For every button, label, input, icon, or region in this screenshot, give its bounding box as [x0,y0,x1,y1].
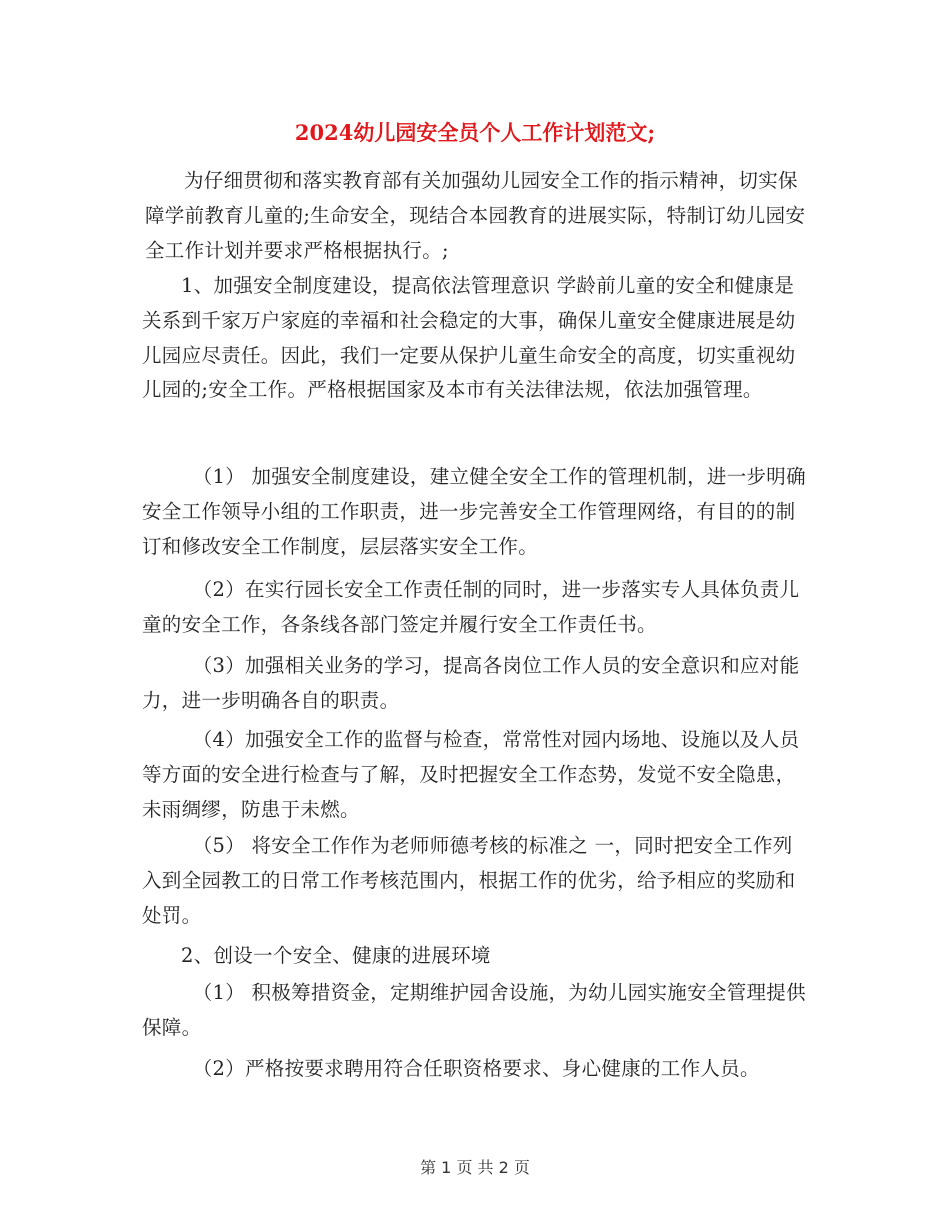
item-2-1-paragraph: （1） 积极筹措资金，定期维护园舍设施，为幼儿园实施安全管理提供保障。 [142,981,806,1039]
item-1-1-paragraph: （1） 加强安全制度建设，建立健全安全工作的管理机制，进一步明确安全工作领导小组的工作职责，进一步完善安全工作管理网络，有目的的制订和修改安全工作制度，层层落实安全工作。 [142,465,806,558]
section-1-paragraph: 1、加强安全制度建设，提高依法管理意识 学龄前儿童的安全和健康是关系到千家万户家庭的幸福和社会稳定的大事，确保儿童安全健康进展是幼儿园应尽责任。因此，我们一定要从保护儿童生命安全的高度，切实重视幼儿园的;安全工作。严格根据国家及本市有关法律法规，依法加强管理。 [142,274,796,402]
document-title: 2024幼儿园安全员个人工作计划范文; [294,120,656,145]
item-1-3-paragraph: （3）加强相关业务的学习，提高各岗位工作人员的安全意识和应对能力，进一步明确各自的职责。 [142,654,800,712]
page-number: 第 1 页 共 2 页 [420,1158,530,1177]
item-1-4-paragraph: （4）加强安全工作的监督与检查，常常性对园内场地、设施以及人员等方面的安全进行检查与了解，及时把握安全工作态势，发觉不安全隐患，未雨绸缪，防患于未燃。 [142,728,800,821]
section-2-heading: 2、创设一个安全、健康的进展环境 [181,944,491,967]
intro-paragraph: 为仔细贯彻和落实教育部有关加强幼儿园安全工作的指示精神，切实保障学前教育儿童的;生命安全，现结合本园教育的进展实际，特制订幼儿园安全工作计划并要求严格根据执行。; [145,169,806,262]
item-2-2-paragraph: （2）严格按要求聘用符合任职资格要求、身心健康的工作人员。 [192,1057,760,1080]
item-1-2-paragraph: （2）在实行园长安全工作责任制的同时，进一步落实专人具体负责儿童的安全工作，各条线各部门签定并履行安全工作责任书。 [142,578,800,636]
item-1-5-paragraph: （5） 将安全工作作为老师师德考核的标准之 一，同时把安全工作列入到全园教工的日常工作考核范围内，根据工作的优劣，给予相应的奖励和处罚。 [142,834,796,927]
